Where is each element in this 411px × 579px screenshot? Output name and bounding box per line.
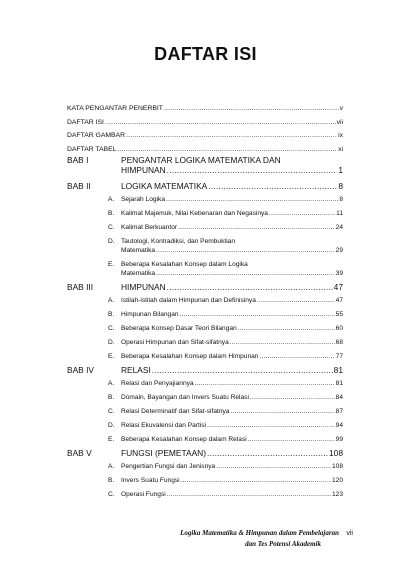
section-title: Pengertian Fungsi dan Jenisnya [121, 463, 216, 470]
section-letter: C. [108, 224, 115, 231]
leader-dots [230, 407, 334, 416]
section-title: Himpunan Bilangan [121, 311, 179, 318]
leader-dots [207, 448, 328, 458]
section-title: Kalimat Majemuk, Nilai Kebenaran dan Negasinya [121, 210, 268, 217]
section-entry[interactable] [67, 223, 343, 232]
section-page: 68 [335, 339, 343, 346]
leader-dots [216, 462, 331, 471]
section-entry[interactable] [67, 393, 343, 402]
section-title: Beberapa Kesalahan Konsep dalam Relasi [121, 436, 247, 443]
section-page: 8 [339, 196, 343, 203]
chapter-number: BAB III [67, 282, 94, 292]
section-title: Operasi Himpunan dan Sifat-sifatnya [121, 339, 229, 346]
leader-dots [195, 379, 335, 388]
section-page: 39 [335, 270, 343, 277]
section-letter: C. [108, 491, 115, 498]
section-letter: D. [108, 422, 115, 429]
leader-dots [117, 143, 337, 157]
leader-dots [269, 209, 335, 218]
section-page: 81 [335, 380, 343, 387]
section-page: 94 [335, 422, 343, 429]
section-title: Beberapa Kesalahan Konsep dalam Himpunan [121, 353, 259, 360]
section-page: 108 [331, 463, 343, 470]
toc-entry[interactable] [67, 129, 343, 143]
toc-entry-label: DAFTAR GAMBAR [67, 132, 126, 139]
section-title: Beberapa Kesalahan Konsep dalam Logika [121, 261, 248, 268]
section-page: 47 [335, 297, 343, 304]
section-title: Operasi Fungsi [121, 491, 166, 498]
toc-entry-page: xi [338, 145, 343, 153]
section-entry[interactable] [67, 260, 343, 278]
section-page: 11 [336, 210, 343, 217]
leader-dots [207, 421, 335, 430]
section-letter: C. [108, 325, 115, 332]
section-letter: D. [108, 238, 115, 245]
section-title-cont: Matematika [121, 247, 156, 254]
footer-line-2: dan Tes Potensi Akademik [245, 540, 321, 548]
section-title: Relasi Determinatif dan Sifat-sifatnya [121, 408, 230, 415]
chapter-entry[interactable] [67, 448, 343, 458]
section-entry[interactable] [67, 352, 343, 361]
chapter-page: 47 [333, 282, 343, 292]
section-entry[interactable] [67, 237, 343, 255]
leader-dots [156, 246, 335, 255]
leader-dots [126, 129, 337, 143]
section-entry[interactable] [67, 310, 343, 319]
chapter-page: 8 [338, 181, 343, 191]
leader-dots [105, 116, 336, 130]
chapter-entry[interactable] [67, 365, 343, 375]
chapter-list [67, 155, 343, 499]
section-page: 123 [331, 491, 343, 498]
section-entry[interactable] [67, 195, 343, 204]
leader-dots [259, 352, 334, 361]
front-matter-list [67, 102, 343, 156]
section-title: Istilah-istilah dalam Himpunan dan Definisinya [121, 297, 256, 304]
section-title: Domain, Bayangan dan Invers Suatu Relasi [121, 394, 249, 401]
leader-dots [230, 338, 335, 347]
section-letter: E. [108, 353, 115, 360]
section-page: 29 [335, 247, 343, 254]
section-entry[interactable] [67, 209, 343, 218]
chapter-entry[interactable] [67, 155, 343, 175]
section-entry[interactable] [67, 407, 343, 416]
chapter-title: RELASI [121, 365, 151, 375]
chapter-title: HIMPUNAN [121, 282, 166, 292]
section-entry[interactable] [67, 462, 343, 471]
toc-entry-label: KATA PENGANTAR PENERBIT [67, 105, 163, 112]
section-title: Relasi Ekuvalensi dan Partisi [121, 422, 207, 429]
running-footer [180, 528, 339, 550]
section-entry[interactable] [67, 324, 343, 333]
section-letter: E. [108, 261, 115, 268]
leader-dots [250, 393, 335, 402]
leader-dots [167, 282, 333, 292]
chapter-entry[interactable] [67, 282, 343, 292]
section-entry[interactable] [67, 490, 343, 499]
leader-dots [164, 102, 339, 116]
leader-dots [178, 223, 335, 232]
section-letter: A. [108, 463, 115, 470]
section-letter: B. [108, 210, 115, 217]
chapter-page: 108 [329, 448, 343, 458]
section-page: 60 [335, 325, 343, 332]
page-title: DAFTAR ISI [154, 44, 257, 64]
section-page: 99 [335, 436, 343, 443]
section-page: 120 [331, 477, 343, 484]
toc-entry[interactable] [67, 143, 343, 157]
section-letter: B. [108, 394, 115, 401]
toc-entry-page: ix [338, 132, 343, 139]
section-letter: E. [108, 436, 115, 443]
section-title: Tautologi, Kontradiksi, dan Pembuktian [121, 238, 235, 245]
leader-dots [180, 310, 335, 319]
section-letter: B. [108, 311, 115, 318]
section-title: Kalimat Berkuantor [121, 224, 178, 231]
leader-dots [167, 490, 331, 499]
footer-line-1: Logika Matematika & Himpunan dalam Pembelajaran [180, 529, 339, 537]
leader-dots [166, 195, 338, 204]
leader-dots [257, 296, 335, 305]
toc-entry-page: v [339, 105, 343, 112]
chapter-page: 1 [338, 165, 343, 175]
section-letter: B. [108, 477, 115, 484]
section-title: Beberapa Konsep Dasar Teori Bilangan [121, 325, 237, 332]
chapter-title: LOGIKA MATEMATIKA [121, 181, 208, 191]
chapter-title-cont: HIMPUNAN [121, 165, 166, 175]
section-title: Sejarah Logika [121, 196, 165, 203]
chapter-number: BAB II [67, 181, 91, 191]
section-title-cont: Matematika [121, 270, 156, 277]
page-number: vii [346, 530, 353, 537]
toc-entry-label: DAFTAR TABEL [67, 145, 117, 153]
chapter-entry[interactable] [67, 181, 343, 191]
leader-dots [248, 435, 335, 444]
toc-entry[interactable] [67, 116, 343, 130]
section-entry[interactable] [67, 435, 343, 444]
leader-dots [181, 476, 331, 485]
section-title: Relasi dan Penyajiannya [121, 380, 194, 387]
section-letter: C. [108, 408, 115, 415]
section-letter: D. [108, 339, 115, 346]
section-entry[interactable] [67, 338, 343, 347]
section-entry[interactable] [67, 379, 343, 388]
toc-entry-page: vii [336, 118, 343, 126]
chapter-title: PENGANTAR LOGIKA MATEMATIKA DAN [121, 155, 281, 165]
section-letter: A. [108, 297, 115, 304]
section-title: Invers Suatu Fungsi [121, 477, 180, 484]
section-entry[interactable] [67, 296, 343, 305]
leader-dots [238, 324, 335, 333]
section-entry[interactable] [67, 421, 343, 430]
toc-entry-label: DAFTAR ISI [67, 118, 104, 126]
section-page: 87 [335, 408, 343, 415]
leader-dots [167, 165, 338, 175]
leader-dots [156, 269, 335, 278]
section-letter: A. [108, 196, 115, 203]
leader-dots [152, 365, 333, 375]
section-entry[interactable] [67, 476, 343, 485]
section-letter: A. [108, 380, 115, 387]
section-page: 77 [335, 353, 343, 360]
toc-entry[interactable] [67, 102, 343, 116]
chapter-number: BAB I [67, 155, 89, 165]
chapter-number: BAB IV [67, 365, 94, 375]
section-page: 84 [335, 394, 343, 401]
section-page: 55 [335, 311, 343, 318]
leader-dots [208, 181, 337, 191]
chapter-title: FUNGSI (PEMETAAN) [121, 448, 206, 458]
chapter-number: BAB V [67, 448, 92, 458]
chapter-page: 81 [333, 365, 343, 375]
section-page: 24 [335, 224, 343, 231]
